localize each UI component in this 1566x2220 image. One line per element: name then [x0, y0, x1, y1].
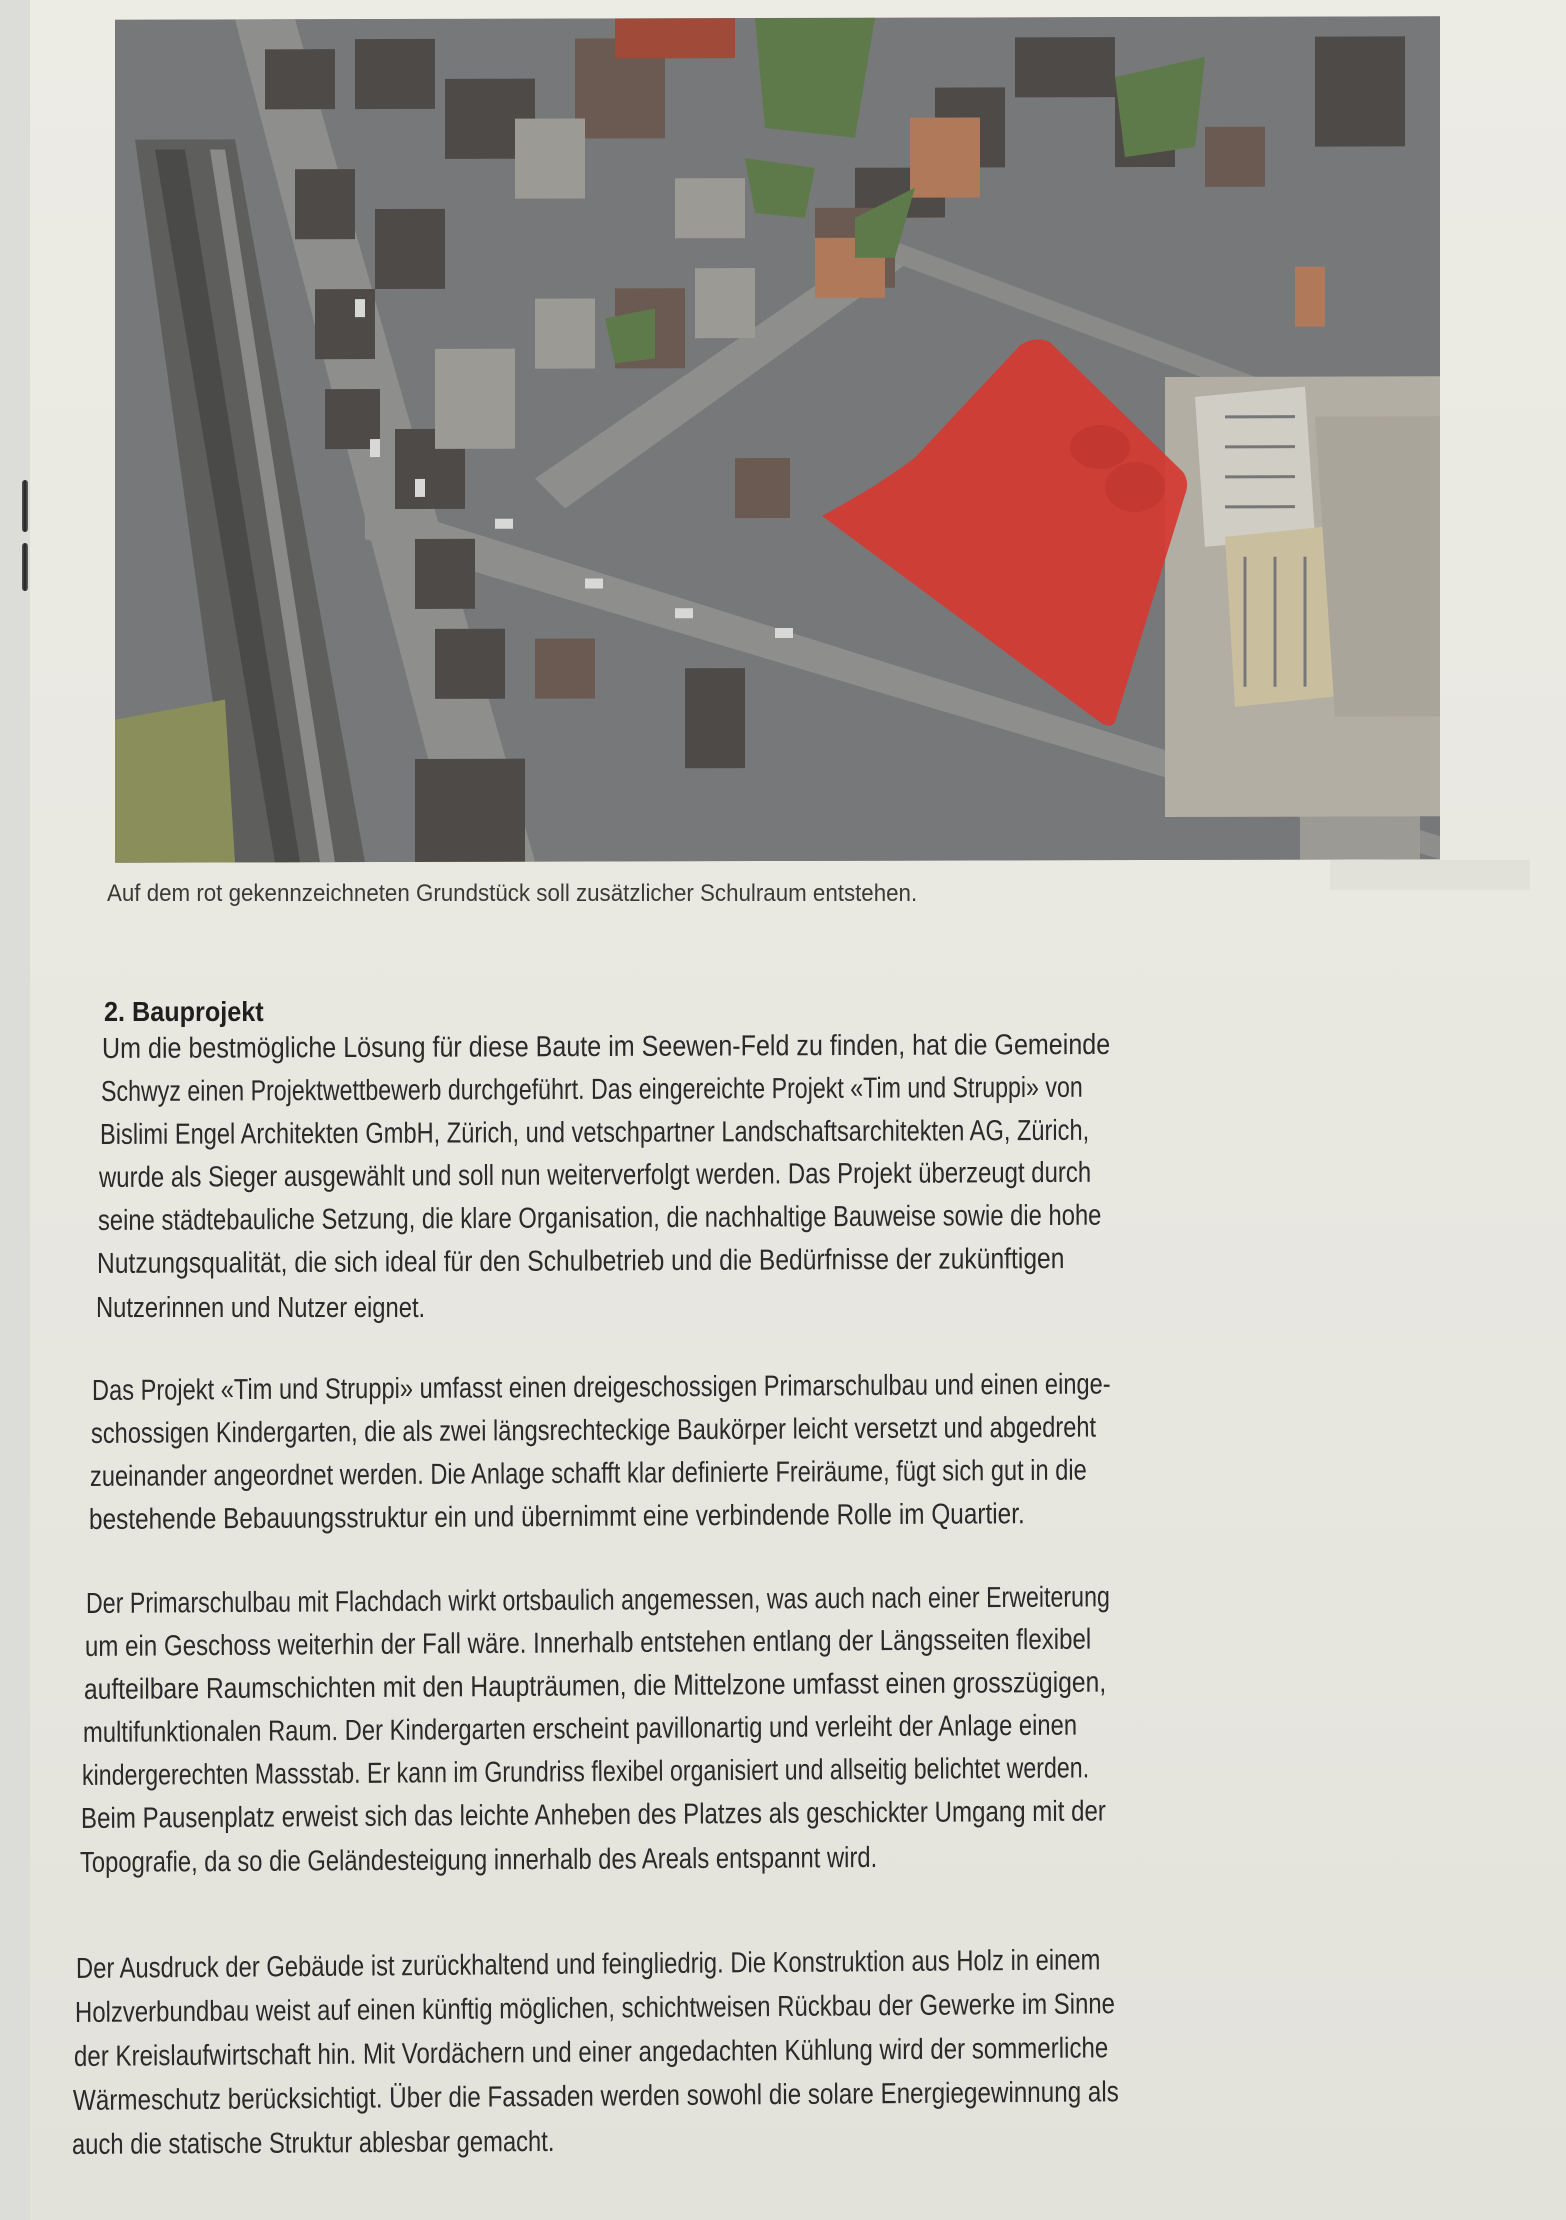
- text-line: Bislimi Engel Architekten GmbH, Zürich, und vetschpartner Landschaftsarchitekten AG, Zürich,: [99, 1114, 1090, 1151]
- text-line: schossigen Kindergarten, die als zwei längsrechteckige Baukörper leicht versetzt und abgedreht: [90, 1411, 1097, 1450]
- text-line: kindergerechten Massstab. Er kann im Grundriss flexibel organisiert und allseitig belichtet werden.: [81, 1752, 1090, 1792]
- aerial-photo-graphic: [115, 16, 1440, 862]
- binding-staple-lower: [22, 543, 28, 591]
- text-line: Das Projekt «Tim und Struppi» umfasst einen dreigeschossigen Primarschulbau und einen einge-: [91, 1368, 1111, 1407]
- section-heading: 2. Bauprojekt: [104, 996, 264, 1027]
- text-line: bestehende Bebauungsstruktur ein und übernimmt eine verbindende Rolle im Quartier.: [88, 1498, 1025, 1536]
- text-line: Schwyz einen Projektwettbewerb durchgeführt. Das eingereichte Projekt «Tim und Struppi» von: [100, 1071, 1083, 1108]
- figure-caption: Auf dem rot gekennzeichneten Grundstück soll zusätzlicher Schulraum entstehen.: [107, 880, 918, 907]
- text-line: wurde als Sieger ausgewählt und soll nun weiterverfolgt werden. Das Projekt überzeugt durch: [98, 1156, 1092, 1194]
- text-line: auch die statische Struktur ablesbar gemacht.: [71, 2125, 555, 2161]
- text-line: der Kreislaufwirtschaft hin. Mit Vordächern und einer angedachten Kühlung wird der sommerliche: [73, 2032, 1109, 2073]
- text-line: multifunktionalen Raum. Der Kindergarten erscheint pavillonartig und verleiht der Anlage einen: [82, 1709, 1078, 1749]
- text-line: Um die bestmögliche Lösung für diese Baute im Seewen-Feld zu finden, hat die Gemeinde: [101, 1028, 1111, 1065]
- binding-staple-upper: [22, 480, 28, 532]
- text-line: Der Primarschulbau mit Flachdach wirkt ortsbaulich angemessen, was auch nach einer Erweiterung: [85, 1581, 1110, 1620]
- text-line: Der Ausdruck der Gebäude ist zurückhaltend und feingliedrig. Die Konstruktion aus Holz in einem: [75, 1944, 1101, 1985]
- text-line: zueinander angeordnet werden. Die Anlage schafft klar definierte Freiräume, fügt sich gut in die: [89, 1454, 1087, 1493]
- text-line: Holzverbundbau weist auf einen künftig möglichen, schichtweisen Rückbau der Gewerke im Sinne: [74, 1988, 1116, 2029]
- aerial-site-photo: [115, 16, 1440, 862]
- text-line: Wärmeschutz berücksichtigt. Über die Fassaden werden sowohl die solare Energiegewinnung als: [72, 2076, 1119, 2117]
- text-line: aufteilbare Raumschichten mit den Haupträumen, die Mittelzone umfasst einen grosszügigen,: [83, 1666, 1107, 1706]
- text-line: Nutzerinnen und Nutzer eignet.: [96, 1292, 426, 1324]
- text-line: Beim Pausenplatz erweist sich das leichte Anheben des Platzes als geschickter Umgang mit der: [80, 1795, 1106, 1835]
- text-line: Topografie, da so die Geländesteigung innerhalb des Areals entspannt wird.: [79, 1841, 878, 1879]
- text-line: Nutzungsqualität, die sich ideal für den Schulbetrieb und die Bedürfnisse der zukünftigen: [96, 1243, 1065, 1280]
- text-line: seine städtebauliche Setzung, die klare Organisation, die nachhaltige Bauweise sowie die hohe: [97, 1199, 1102, 1237]
- text-line: um ein Geschoss weiterhin der Fall wäre. Innerhalb entstehen entlang der Längsseiten flexibel: [84, 1623, 1092, 1663]
- show-through-decoration: [1330, 860, 1530, 890]
